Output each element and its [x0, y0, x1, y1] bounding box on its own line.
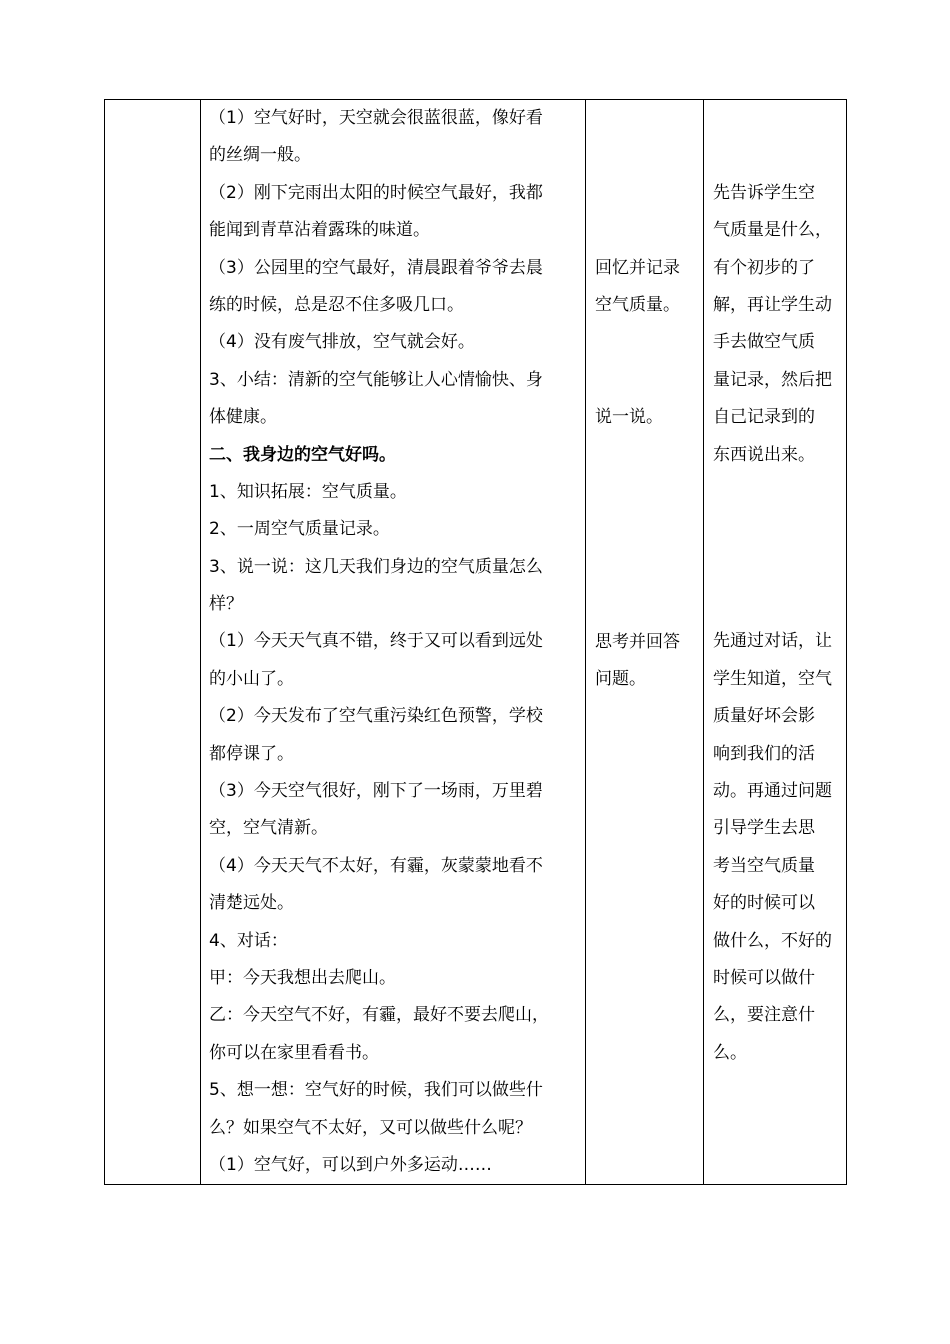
intent-line: 么。 [713, 1042, 747, 1063]
spacer-line [713, 511, 832, 548]
intent-line: 解，再让学生动 [713, 294, 832, 315]
content-line: 4、对话： [209, 930, 288, 951]
intent-line: 自己记录到的 [713, 407, 815, 428]
content-line: （3）今天空气很好，刚下了一场雨，万里碧 [209, 781, 543, 802]
content-line: 你可以在家里看看书。 [209, 1042, 379, 1063]
spacer-line [713, 474, 832, 511]
content-line: 的小山了。 [209, 668, 294, 689]
content-line: 练的时候，总是忍不住多吸几口。 [209, 294, 464, 315]
spacer-line [713, 549, 832, 586]
content-line: 能闻到青草沾着露珠的味道。 [209, 220, 430, 241]
design-intent-text [713, 175, 832, 1072]
student-activity-block [595, 250, 680, 325]
content-line: 乙：今天空气不好，有霾，最好不要去爬山， [209, 1005, 549, 1026]
intent-line: 学生知道，空气 [713, 668, 832, 689]
intent-line: 先通过对话，让 [713, 631, 832, 652]
section-heading: 二、我身边的空气好吗。 [209, 444, 396, 465]
content-line: （3）公园里的空气最好，清晨跟着爷爷去晨 [209, 257, 543, 278]
intent-line: 有个初步的了 [713, 257, 815, 278]
intent-line: 么，要注意什 [713, 1005, 815, 1026]
intent-line: 考当空气质量 [713, 855, 815, 876]
spacer-line [713, 586, 832, 623]
intent-line: 好的时候可以 [713, 893, 815, 914]
content-line: 样？ [209, 594, 243, 615]
intent-line: 手去做空气质 [713, 332, 815, 353]
content-line: 3、小结：清新的空气能够让人心情愉快、身 [209, 369, 543, 390]
teaching-content-text [209, 100, 549, 1184]
activity-line: 思考并回答 [595, 631, 680, 652]
intent-line: 做什么，不好的 [713, 930, 832, 951]
stage-column [105, 100, 201, 1184]
content-line: 么？如果空气不太好，又可以做些什么呢？ [209, 1117, 532, 1138]
content-line: （1）空气好时，天空就会很蓝很蓝，像好看 [209, 108, 543, 128]
content-line: 体健康。 [209, 407, 277, 428]
intent-line: 响到我们的活 [713, 743, 815, 764]
intent-line: 量记录，然后把 [713, 369, 832, 390]
activity-line: 问题。 [595, 668, 646, 689]
content-line: （1）空气好，可以到户外多运动…… [209, 1154, 492, 1175]
intent-line: 质量好坏会影 [713, 706, 815, 727]
intent-line: 时候可以做什 [713, 968, 815, 988]
content-line: （4）没有废气排放，空气就会好。 [209, 332, 475, 353]
intent-line: 引导学生去思 [713, 818, 815, 839]
content-line: （2）刚下完雨出太阳的时候空气最好，我都 [209, 182, 543, 203]
activity-line: 回忆并记录 [595, 257, 680, 278]
activity-line: 说一说。 [595, 407, 663, 428]
activity-line: 空气质量。 [595, 294, 680, 315]
content-line: 5、想一想：空气好的时候，我们可以做些什 [209, 1080, 543, 1101]
content-line: 的丝绸一般。 [209, 145, 311, 166]
design-intent-column [704, 100, 846, 1184]
intent-line: 东西说出来。 [713, 444, 815, 465]
content-line: （4）今天天气不太好，有霾，灰蒙蒙地看不 [209, 855, 543, 876]
content-line: 1、知识拓展：空气质量。 [209, 481, 407, 502]
content-line: （1）今天天气真不错，终于又可以看到远处 [209, 631, 543, 652]
content-line: 清楚远处。 [209, 893, 294, 914]
content-line: 3、说一说：这几天我们身边的空气质量怎么 [209, 556, 543, 577]
intent-line: 气质量是什么， [713, 220, 832, 241]
intent-line: 先告诉学生空 [713, 182, 815, 203]
teaching-content-column [201, 100, 586, 1184]
student-activity-block [595, 399, 663, 436]
content-line: 甲：今天我想出去爬山。 [209, 967, 396, 988]
content-line: 空，空气清新。 [209, 818, 328, 839]
student-activity-block [595, 624, 680, 699]
content-line: （2）今天发布了空气重污染红色预警，学校 [209, 706, 543, 727]
content-line: 都停课了。 [209, 743, 294, 764]
intent-line: 动。再通过问题 [713, 781, 832, 802]
lesson-plan-table [104, 99, 847, 1185]
content-line: 2、一周空气质量记录。 [209, 519, 390, 540]
student-activity-column [586, 100, 704, 1184]
